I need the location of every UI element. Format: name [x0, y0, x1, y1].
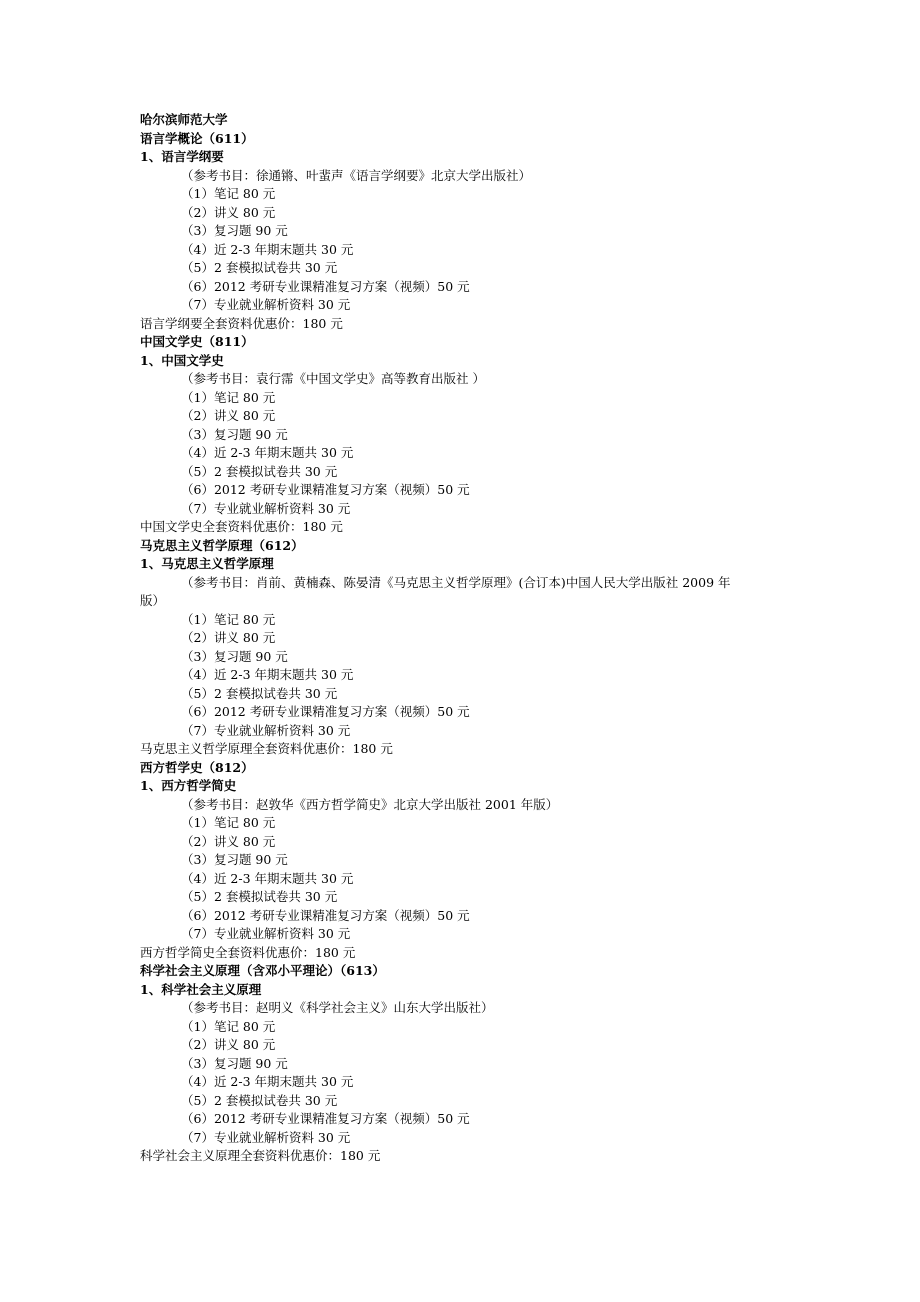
- price-item: （1）笔记 80 元: [181, 815, 276, 830]
- price-item: （3）复习题 90 元: [181, 223, 288, 238]
- price-item: （1）笔记 80 元: [181, 389, 276, 405]
- price-item: （2）讲义 80 元: [181, 630, 276, 645]
- package-price: 科学社会主义原理全套资料优惠价：180 元: [140, 1148, 381, 1163]
- price-item: （2）讲义 80 元: [181, 408, 276, 423]
- course-section: [140, 962, 790, 1166]
- price-item: （6）2012 考研专业课精准复习方案（视频）50 元: [181, 907, 470, 923]
- course-section: [140, 130, 790, 334]
- reference-line: （参考书目：赵明义《科学社会主义》山东大学出版社）: [181, 1000, 494, 1015]
- price-item: （7）专业就业解析资料 30 元: [181, 926, 351, 941]
- price-item: （7）专业就业解析资料 30 元: [181, 722, 351, 738]
- price-item: （3）复习题 90 元: [181, 426, 288, 442]
- book-title: 1、语言学纲要: [140, 149, 224, 164]
- reference-line: （参考书目：肖前、黄楠森、陈晏清《马克思主义哲学原理》(合订本)中国人民大学出版社 2009 年: [181, 574, 731, 590]
- price-item: （4）近 2-3 年期末题共 30 元: [181, 1074, 354, 1089]
- price-item: （1）笔记 80 元: [181, 611, 276, 627]
- price-item: （4）近 2-3 年期末题共 30 元: [181, 870, 354, 886]
- price-item: （6）2012 考研专业课精准复习方案（视频）50 元: [181, 1111, 470, 1126]
- price-item: （5）2 套模拟试卷共 30 元: [181, 685, 338, 701]
- course-section: [140, 759, 790, 963]
- course-heading: 西方哲学史（812）: [140, 759, 254, 775]
- price-item: （5）2 套模拟试卷共 30 元: [181, 260, 338, 275]
- price-item: （2）讲义 80 元: [181, 1037, 276, 1052]
- book-title: 1、马克思主义哲学原理: [140, 556, 274, 571]
- price-item: （2）讲义 80 元: [181, 204, 276, 220]
- price-item: （5）2 套模拟试卷共 30 元: [181, 463, 338, 479]
- price-item: （3）复习题 90 元: [181, 648, 288, 664]
- price-item: （3）复习题 90 元: [181, 852, 288, 867]
- course-sections: [140, 130, 790, 1166]
- book-title: 1、中国文学史: [140, 352, 224, 368]
- course-section: [140, 333, 790, 537]
- price-item: （6）2012 考研专业课精准复习方案（视频）50 元: [181, 482, 470, 497]
- course-heading: 语言学概论（611）: [140, 130, 254, 146]
- university-title: 哈尔滨师范大学: [140, 112, 228, 127]
- price-item: （5）2 套模拟试卷共 30 元: [181, 1092, 338, 1108]
- course-heading: 中国文学史（811）: [140, 334, 254, 349]
- reference-line: （参考书目：赵敦华《西方哲学简史》北京大学出版社 2001 年版）: [181, 796, 559, 812]
- reference-line-continued: 版）: [140, 593, 166, 608]
- course-heading: 科学社会主义原理（含邓小平理论）（613）: [140, 963, 385, 978]
- price-item: （3）复习题 90 元: [181, 1055, 288, 1071]
- book-title: 1、西方哲学简史: [140, 778, 237, 793]
- reference-line: （参考书目：徐通锵、叶蜚声《语言学纲要》北京大学出版社）: [181, 167, 532, 183]
- price-item: （7）专业就业解析资料 30 元: [181, 297, 351, 312]
- price-item: （5）2 套模拟试卷共 30 元: [181, 889, 338, 904]
- package-price: 语言学纲要全套资料优惠价：180 元: [140, 315, 343, 331]
- price-item: （7）专业就业解析资料 30 元: [181, 500, 351, 516]
- price-item: （6）2012 考研专业课精准复习方案（视频）50 元: [181, 278, 470, 294]
- price-item: （2）讲义 80 元: [181, 833, 276, 849]
- course-section: [140, 537, 790, 759]
- package-price: 马克思主义哲学原理全套资料优惠价：180 元: [140, 741, 393, 756]
- book-title: 1、科学社会主义原理: [140, 981, 262, 997]
- course-heading: 马克思主义哲学原理（612）: [140, 537, 304, 553]
- package-price: 西方哲学简史全套资料优惠价：180 元: [140, 944, 356, 960]
- package-price: 中国文学史全套资料优惠价：180 元: [140, 519, 343, 534]
- price-item: （4）近 2-3 年期末题共 30 元: [181, 241, 354, 257]
- document-page: [140, 111, 790, 1166]
- price-item: （4）近 2-3 年期末题共 30 元: [181, 445, 354, 460]
- price-item: （1）笔记 80 元: [181, 186, 276, 201]
- price-item: （4）近 2-3 年期末题共 30 元: [181, 667, 354, 682]
- price-item: （6）2012 考研专业课精准复习方案（视频）50 元: [181, 704, 470, 719]
- price-item: （7）专业就业解析资料 30 元: [181, 1129, 351, 1145]
- reference-line: （参考书目：袁行霈《中国文学史》高等教育出版社 ）: [181, 371, 485, 386]
- price-item: （1）笔记 80 元: [181, 1018, 276, 1034]
